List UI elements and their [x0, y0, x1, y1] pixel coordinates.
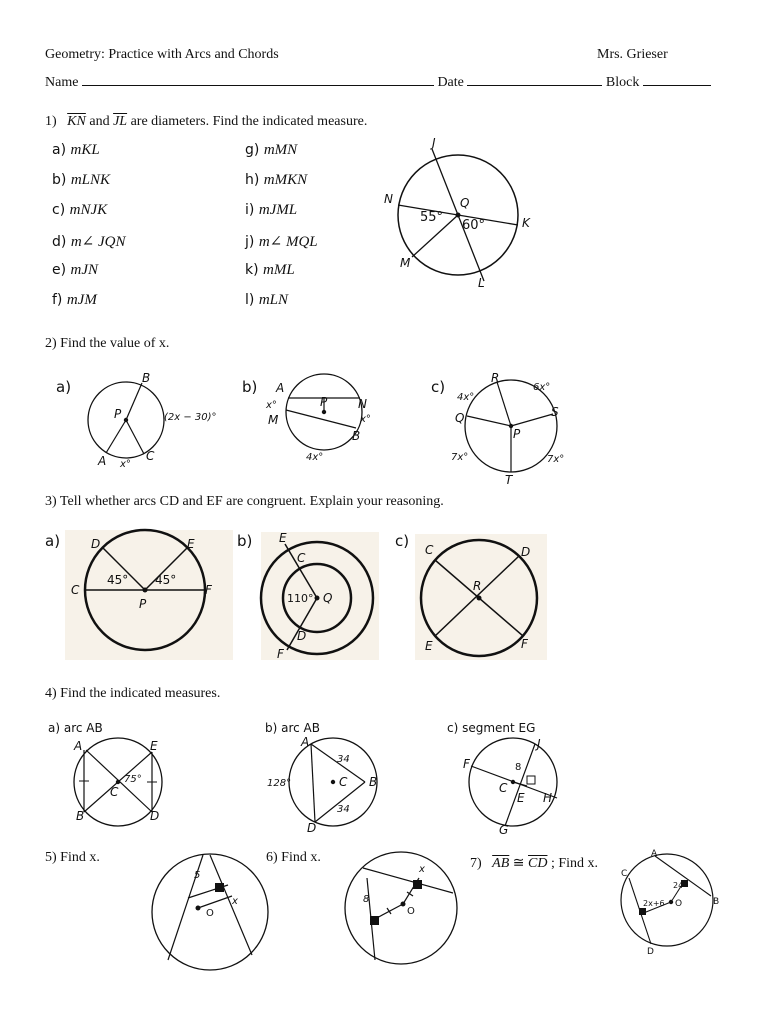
label-l: L — [478, 276, 485, 290]
q6-center-o — [401, 902, 406, 907]
q4a-angle: 75° — [124, 774, 142, 785]
q4c-f: F — [463, 757, 470, 771]
q2b-chord-mb — [286, 410, 356, 428]
q3-prompt: 3) Tell whether arcs CD and EF are congruent. Explain your reasoning. — [45, 494, 444, 509]
q6-figure — [343, 848, 463, 968]
q4c-chord-jg — [505, 744, 535, 826]
q4b-arc: 128° — [267, 778, 292, 789]
q2c-radius-pq — [467, 416, 511, 426]
q5-o: O — [206, 908, 214, 919]
q1-left-items — [52, 142, 125, 322]
q4b-a: A — [301, 735, 310, 749]
q2c-4x: 4x° — [457, 392, 475, 403]
q6-eight: 8 — [363, 894, 370, 905]
q7-prompt: 7) $\overline{AB}$ ≅ $\overline{CD}$ ; Find x. — [470, 856, 599, 871]
label-q: Q — [460, 196, 470, 210]
q2c-6x: 6x° — [533, 382, 551, 393]
q2a-label: a) — [56, 378, 72, 396]
q2b-a: A — [276, 381, 285, 395]
q4c-g: G — [499, 823, 509, 837]
worksheet-title: Geometry: Practice with Arcs and Chords — [45, 47, 279, 62]
q3a-center — [143, 588, 148, 593]
q1-circle-figure — [380, 135, 540, 295]
q2a-radius-pc — [126, 420, 144, 454]
q2b-n: N — [358, 397, 367, 411]
segment-jl: $\overline{JL}$ — [113, 114, 128, 129]
q1-item-j: j) m∠ MQL — [245, 234, 318, 250]
q2b-bl: B — [352, 429, 361, 443]
q2a-figure — [50, 370, 240, 475]
q3b-e: E — [279, 531, 287, 545]
block-label: Block — [605, 75, 640, 90]
label-j: J — [432, 136, 436, 150]
q6-right-angle-top — [413, 880, 422, 889]
q3c-e: E — [425, 639, 433, 653]
q7-a: A — [651, 849, 658, 859]
q4b-figure — [265, 720, 405, 835]
q3b-f: F — [277, 647, 284, 661]
q3b-c: C — [297, 551, 306, 565]
q1-number: 1) — [45, 114, 57, 129]
q4a-figure — [48, 720, 188, 830]
q2b-figure — [240, 370, 420, 475]
q5-center-o — [196, 906, 201, 911]
q2a-radius-pa — [106, 420, 126, 453]
q2c-t: T — [505, 473, 513, 487]
q2c-p: P — [513, 427, 521, 441]
q2c-q: Q — [455, 411, 465, 425]
q7-number: 7) — [470, 856, 482, 871]
q2a-p: P — [114, 407, 122, 421]
q3a-label: a) — [45, 532, 61, 550]
q2a-a: A — [98, 454, 107, 468]
q2a-center — [124, 418, 128, 422]
q4a-d: D — [150, 809, 160, 823]
q2c-radius-pr — [497, 382, 511, 426]
q1-prompt — [45, 114, 367, 130]
q3b-angle: 110° — [287, 592, 314, 605]
q2c-label: c) — [431, 378, 446, 396]
angle-55: 55° — [420, 210, 444, 225]
q3a-angle-left: 45° — [107, 573, 129, 587]
q3c-figure — [393, 528, 553, 663]
q3c-r: R — [473, 579, 482, 593]
q2c-7x-right: 7x° — [547, 454, 565, 465]
q7-expr: 2x+6 — [643, 899, 665, 908]
q7-circle — [621, 854, 713, 946]
q3b-figure — [237, 528, 387, 663]
q1-and: and — [89, 114, 110, 129]
q2a-radius-pb — [126, 383, 142, 420]
q2c-figure — [425, 370, 605, 485]
q3b-background — [261, 532, 379, 660]
q6-chord-top — [363, 868, 453, 893]
q4c-e: E — [517, 791, 525, 805]
q2b-p: P — [320, 395, 328, 409]
student-info-line — [45, 73, 711, 91]
q7-figure — [615, 848, 725, 958]
q2a-b: B — [142, 371, 151, 385]
q7-rest: ; Find x. — [550, 856, 599, 871]
q6-prompt: 6) Find x. — [266, 850, 321, 865]
segment-cd: $\overline{CD}$ — [528, 856, 548, 871]
q2c-r: R — [491, 371, 500, 385]
q3b-label: b) — [237, 532, 253, 550]
q2a-c: C — [146, 449, 155, 463]
q4b-34-top: 34 — [337, 754, 350, 765]
q4c-j: J — [537, 737, 541, 751]
q7-center-o — [669, 900, 673, 904]
q3a-p: P — [139, 597, 147, 611]
q6-x: x — [419, 864, 425, 875]
q1-item-h: h) mMKN — [245, 172, 308, 188]
q3b-center — [315, 596, 320, 601]
q4c-length: 8 — [515, 762, 522, 773]
q2c-7x-left: 7x° — [451, 452, 469, 463]
q3b-d: D — [297, 629, 307, 643]
q7-b: B — [713, 897, 720, 907]
q2b-arc: 4x° — [306, 452, 324, 463]
q3c-center — [477, 596, 482, 601]
q1-item-i: i) mJML — [245, 202, 298, 218]
q4a-c: C — [110, 785, 119, 799]
q4b-chord-ad — [311, 744, 315, 822]
q1-item-e: e) mJN — [52, 262, 99, 278]
q5-right-angle — [215, 883, 224, 892]
segment-kn: $\overline{KN}$ — [67, 114, 86, 129]
q2c-radius-ps — [511, 414, 553, 426]
q4b-c: C — [339, 775, 348, 789]
q3a-c: C — [71, 583, 80, 597]
name-blank[interactable] — [82, 73, 434, 86]
angle-60: 60° — [462, 218, 486, 233]
block-blank[interactable] — [643, 73, 711, 86]
q4a-center — [116, 780, 120, 784]
q3c-c: C — [425, 543, 434, 557]
q6-right-angle-left — [370, 916, 379, 925]
center-q — [456, 213, 461, 218]
q7-chord-ab — [655, 856, 711, 896]
q5-chord-right — [210, 855, 252, 955]
q3a-e: E — [187, 537, 195, 551]
q2a-x: x° — [120, 459, 131, 470]
q3a-angle-right: 45° — [155, 573, 177, 587]
q3a-d: D — [91, 537, 101, 551]
q5-five: 5 — [194, 870, 201, 881]
q2b-label: b) — [242, 378, 258, 396]
q5-perp-right — [198, 896, 232, 908]
q3c-d: D — [521, 545, 531, 559]
q1-item-c: c) mNJK — [52, 202, 108, 218]
q6-o: O — [407, 906, 415, 917]
q7-c: C — [621, 869, 628, 879]
q2b-center — [322, 410, 326, 414]
date-label: Date — [437, 75, 464, 90]
q4c-center — [511, 780, 515, 784]
q2c-s: S — [551, 405, 559, 419]
q4a-b: B — [76, 809, 85, 823]
q4c-c: C — [499, 781, 508, 795]
q3c-label: c) — [395, 532, 410, 550]
date-blank[interactable] — [467, 73, 602, 86]
q4a-e: E — [150, 739, 158, 753]
teacher-name: Mrs. Grieser — [597, 47, 668, 62]
q4c-label: c) segment EG — [447, 721, 536, 735]
q7-right-angle-cd — [639, 908, 646, 915]
q4b-34-bottom: 34 — [337, 804, 350, 815]
q1-item-a: a) mKL — [52, 142, 100, 158]
q1-text: are diameters. Find the indicated measure. — [130, 114, 368, 129]
q4c-h: H — [543, 791, 553, 805]
q5-prompt: 5) Find x. — [45, 850, 100, 865]
q1-item-d: d) m∠ JQN — [52, 234, 126, 250]
q1-right-items — [245, 142, 318, 322]
q4b-b: B — [369, 775, 378, 789]
name-label: Name — [45, 75, 79, 90]
q7-o: O — [675, 899, 683, 909]
q2b-x2: x° — [360, 414, 371, 425]
q3b-q: Q — [323, 591, 333, 605]
q5-x: x — [232, 896, 238, 907]
q1-item-l: l) mLN — [245, 292, 288, 308]
q1-item-k: k) mML — [245, 262, 295, 278]
q4a-label: a) arc AB — [48, 721, 103, 735]
q1-item-g: g) mMN — [245, 142, 298, 158]
q7-24: 24 — [673, 881, 684, 890]
q6-circle — [345, 852, 457, 964]
q4b-d: D — [307, 821, 317, 835]
q3a-f: F — [205, 583, 212, 597]
q2a-arc: (2x − 30)° — [164, 412, 217, 423]
q4a-a: A — [74, 739, 83, 753]
q4c-figure — [445, 720, 595, 835]
q4-prompt: 4) Find the indicated measures. — [45, 686, 221, 701]
q2b-m: M — [268, 413, 279, 427]
q1-item-b: b) mLNK — [52, 172, 110, 188]
q4b-label: b) arc AB — [265, 721, 320, 735]
q3c-f: F — [521, 637, 528, 651]
q5-figure — [148, 850, 278, 975]
q1-item-f: f) mJM — [52, 292, 97, 308]
q7-d: D — [647, 947, 654, 957]
label-m: M — [400, 256, 411, 270]
q4b-center — [331, 780, 335, 784]
q2-prompt: 2) Find the value of x. — [45, 336, 170, 351]
q2b-x1: x° — [266, 400, 277, 411]
label-k: K — [522, 216, 530, 230]
segment-ab: $\overline{AB}$ — [492, 856, 510, 871]
q3a-figure — [45, 528, 235, 663]
q4c-right-angle — [527, 776, 535, 784]
label-n: N — [384, 192, 393, 206]
